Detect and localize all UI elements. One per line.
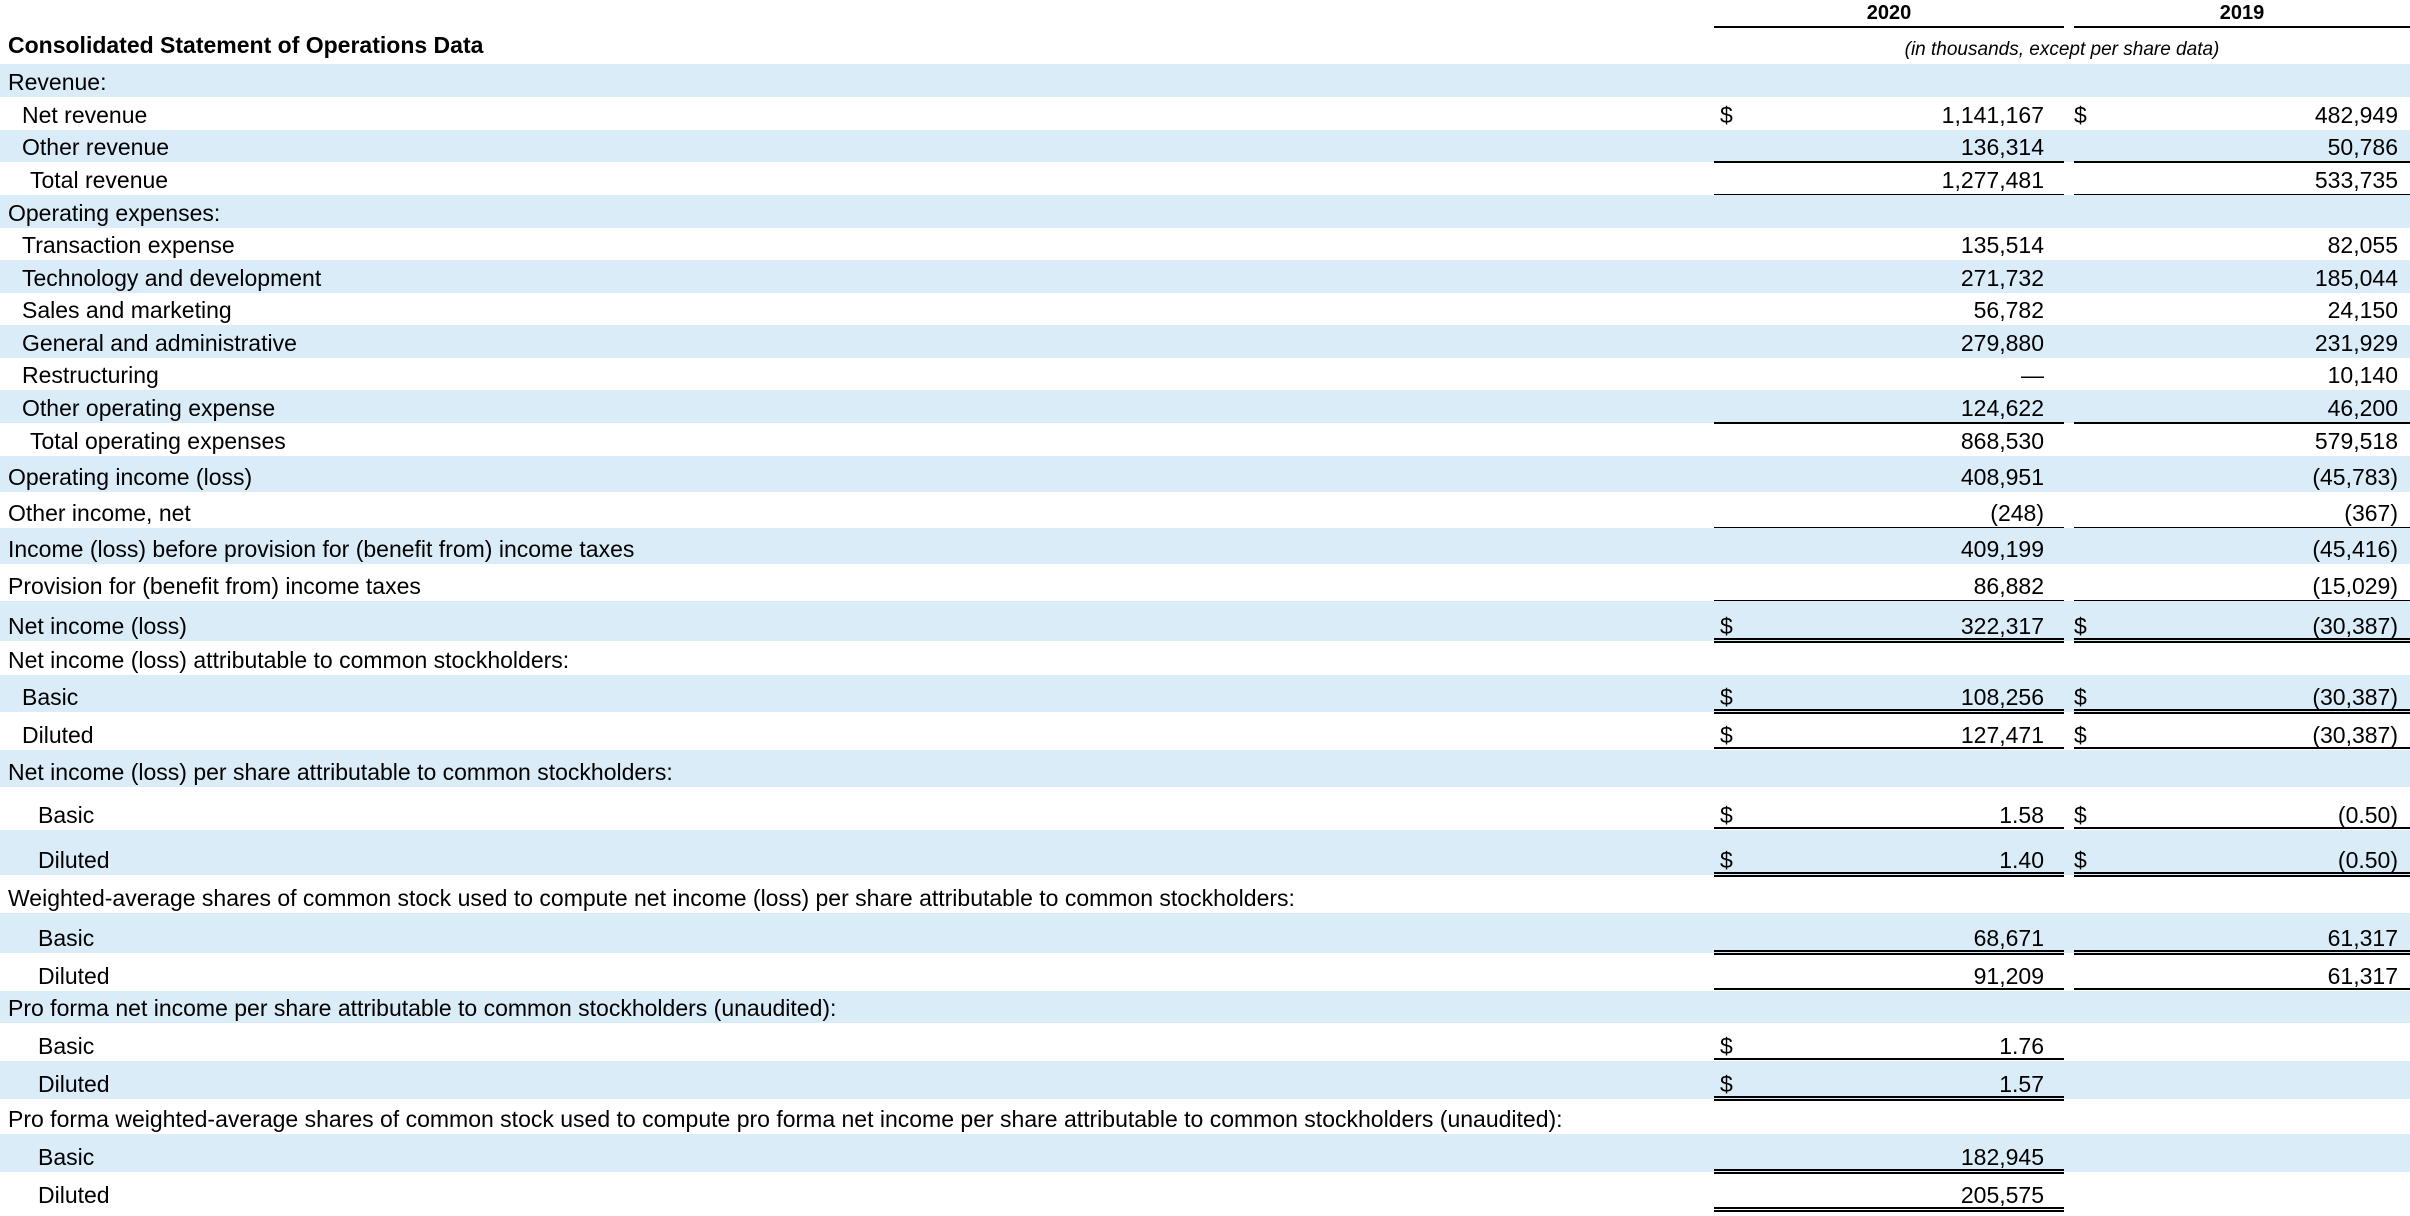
table-row [0,875,2410,913]
row-label: Other revenue [22,134,170,160]
value-2020: 86,882 [1973,573,2044,599]
value-2019: 24,150 [2327,297,2398,323]
value-2019: (0.50) [2337,847,2398,873]
value-2020: 205,575 [1960,1182,2044,1208]
dollar-sign-2019: $ [2074,684,2087,710]
table-row [0,641,2410,675]
row-label: Basic [38,1144,95,1170]
table-row [0,130,2410,162]
value-2019: 579,518 [2314,428,2398,454]
row-label: Basic [38,802,95,828]
dollar-sign-2019: $ [2074,613,2087,639]
table-row [0,528,2410,564]
table-row [0,675,2410,712]
value-2020: 135,514 [1960,232,2044,258]
row-label: General and administrative [22,330,297,356]
table-row [0,1172,2410,1210]
value-2020: 182,945 [1960,1144,2044,1170]
value-2019: (0.50) [2337,802,2398,828]
table-row [0,1023,2410,1061]
value-2020: (248) [1990,500,2044,526]
dollar-sign-2019: $ [2074,722,2087,748]
value-2020: 1,277,481 [1941,167,2044,193]
table-row [0,456,2410,492]
table-row [0,97,2410,130]
column-header-2020: 2020 [1714,0,2064,28]
table-row [0,787,2410,830]
table-row [0,1061,2410,1099]
table-row [0,953,2410,991]
row-label: Basic [38,1033,95,1059]
row-label: Pro forma weighted-average shares of common stock used to compute pro forma net income per share attributable to common stockholders (unaudited): [8,1106,1563,1132]
dollar-sign-2020: $ [1720,1033,1733,1059]
value-2019: 185,044 [2314,265,2398,291]
row-label: Sales and marketing [22,297,232,323]
table-row [0,260,2410,293]
row-label: Diluted [38,847,110,873]
double-underline [1714,1207,2064,1212]
row-label: Technology and development [22,265,322,291]
value-2020: 1.57 [1999,1071,2044,1097]
row-label: Net income (loss) attributable to common stockholders: [8,647,570,673]
value-2019: (45,416) [2312,536,2398,562]
table-row [0,423,2410,456]
row-label: Total operating expenses [30,428,286,454]
value-2019: 61,317 [2327,963,2398,989]
value-2020: 279,880 [1960,330,2044,356]
table-row [0,1099,2410,1134]
row-label: Net revenue [22,102,148,128]
dollar-sign-2020: $ [1720,613,1733,639]
row-label: Net income (loss) [8,613,187,639]
row-label: Other income, net [8,500,191,526]
value-2019: 46,200 [2327,395,2398,421]
table-row [0,601,2410,641]
row-label: Pro forma net income per share attributable to common stockholders (unaudited): [8,995,837,1021]
table-row [0,1134,2410,1172]
table-row [0,712,2410,750]
dollar-sign-2019: $ [2074,847,2087,873]
row-label: Provision for (benefit from) income taxes [8,573,421,599]
value-2019: 50,786 [2327,134,2398,160]
value-2019: 533,735 [2314,167,2398,193]
value-2020: 271,732 [1960,265,2044,291]
value-2020: — [2021,362,2044,388]
value-2019: (30,387) [2312,684,2398,710]
dollar-sign-2020: $ [1720,684,1733,710]
row-label: Diluted [22,722,94,748]
table-row [0,325,2410,358]
row-label: Basic [22,684,79,710]
value-2019: (30,387) [2312,722,2398,748]
table-row [0,492,2410,528]
value-2020: 322,317 [1960,613,2044,639]
value-2019: 10,140 [2327,362,2398,388]
row-label: Diluted [38,1182,110,1208]
row-label: Weighted-average shares of common stock used to compute net income (loss) per share attributable to common stockholders: [8,885,1295,911]
dollar-sign-2020: $ [1720,722,1733,748]
value-2019: 61,317 [2327,925,2398,951]
row-label: Total revenue [30,167,169,193]
table-row [0,358,2410,390]
row-label: Net income (loss) per share attributable to common stockholders: [8,759,673,785]
value-2019: (45,783) [2312,464,2398,490]
value-2020: 108,256 [1960,684,2044,710]
table-row [0,913,2410,953]
value-2020: 136,314 [1960,134,2044,160]
value-2020: 1.40 [1999,847,2044,873]
value-2019: 82,055 [2327,232,2398,258]
value-2020: 408,951 [1960,464,2044,490]
value-2019: (367) [2344,500,2398,526]
value-2020: 1,141,167 [1941,102,2044,128]
row-label: Income (loss) before provision for (benefit from) income taxes [8,536,635,562]
table-row [0,390,2410,423]
table-row [0,228,2410,260]
table-row [0,750,2410,787]
dollar-sign-2020: $ [1720,102,1733,128]
table-row [0,162,2410,195]
value-2020: 56,782 [1973,297,2044,323]
statement-title: Consolidated Statement of Operations Data [8,32,484,58]
value-2020: 68,671 [1973,925,2044,951]
value-2020: 1.58 [1999,802,2044,828]
value-2019: 231,929 [2314,330,2398,356]
row-label: Basic [38,925,95,951]
dollar-sign-2019: $ [2074,102,2087,128]
dollar-sign-2020: $ [1720,847,1733,873]
row-label: Operating income (loss) [8,464,253,490]
value-2020: 1.76 [1999,1033,2044,1059]
value-2020: 127,471 [1960,722,2044,748]
value-2020: 124,622 [1960,395,2044,421]
value-2020: 91,209 [1973,963,2044,989]
table-row [0,195,2410,228]
dollar-sign-2020: $ [1720,802,1733,828]
row-label: Transaction expense [22,232,235,258]
row-label: Restructuring [22,362,159,388]
table-row [0,830,2410,875]
value-2019: (30,387) [2312,613,2398,639]
units-note: (in thousands, except per share data) [1904,39,2220,60]
value-2020: 409,199 [1960,536,2044,562]
dollar-sign-2019: $ [2074,802,2087,828]
table-row [0,64,2410,97]
column-header-2019: 2019 [2074,0,2410,28]
row-label: Other operating expense [22,395,276,421]
row-label: Diluted [38,1071,110,1097]
value-2019: (15,029) [2312,573,2398,599]
row-label: Diluted [38,963,110,989]
value-2019: 482,949 [2314,102,2398,128]
value-2020: 868,530 [1960,428,2044,454]
dollar-sign-2020: $ [1720,1071,1733,1097]
table-row [0,564,2410,601]
table-row [0,991,2410,1023]
row-label: Operating expenses: [8,200,221,226]
table-row [0,293,2410,325]
row-label: Revenue: [8,69,107,95]
